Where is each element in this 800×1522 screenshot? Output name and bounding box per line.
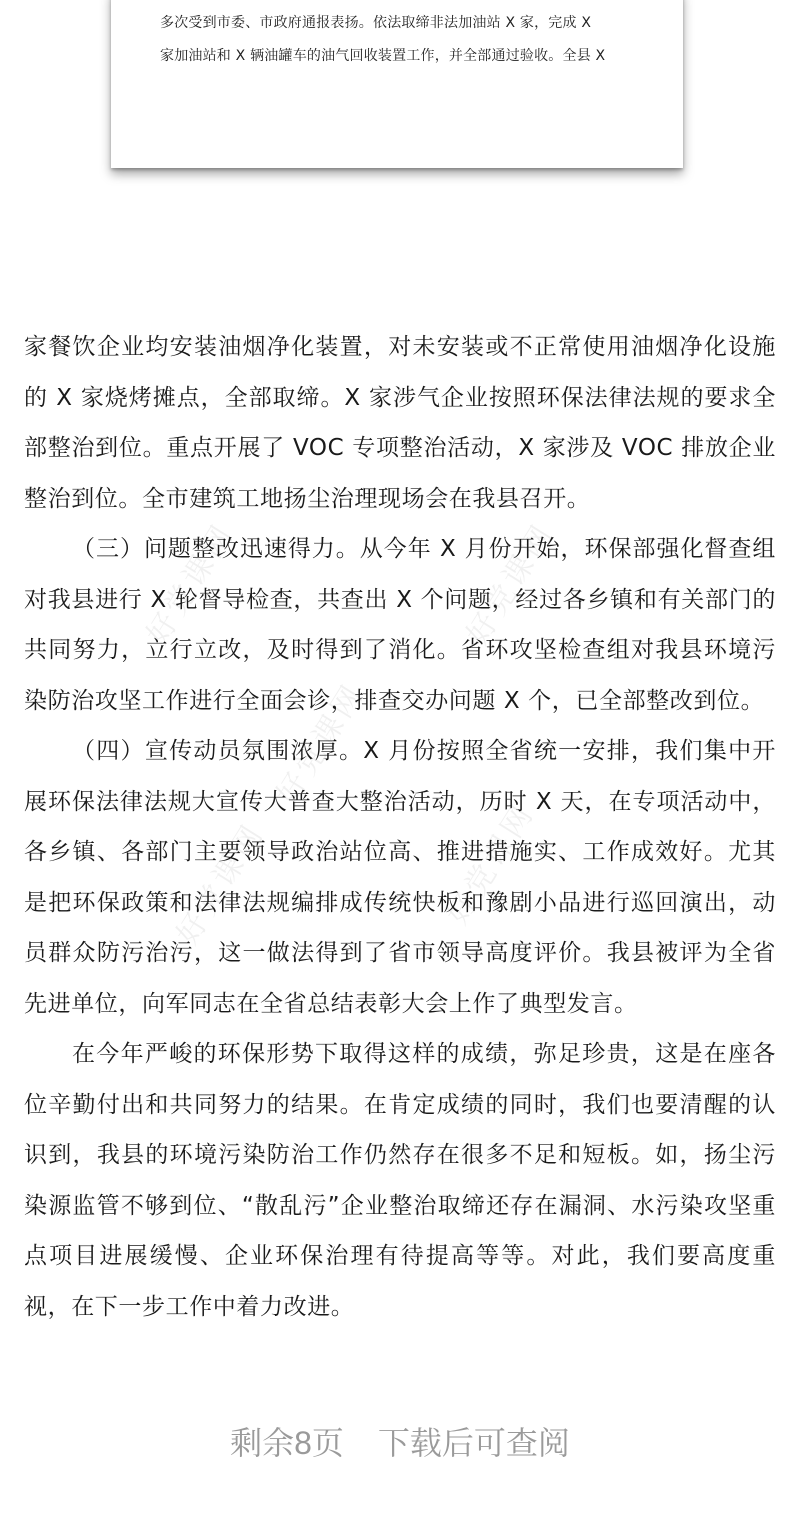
paragraph-section-three: （三）问题整改迅速得力。从今年 X 月份开始，环保部强化督查组对我县进行 X 轮督导检查，共查出 X 个问题，经过各乡镇和有关部门的共同努力，立行立改，及时得到了消化。省环攻坚检查组对我县环境污染防治攻坚工作进行全面会诊，排查交办问题 X 个，已全部整改到位。 bbox=[24, 536, 776, 714]
remaining-pages-banner[interactable] bbox=[0, 1418, 800, 1468]
watermark: 好党课网 bbox=[170, 816, 272, 951]
download-hint-label[interactable]: 下载后可查阅 bbox=[377, 1425, 570, 1461]
watermark: 好党课网 bbox=[440, 796, 542, 931]
paragraph-summary: 在今年严峻的环保形势下取得这样的成绩，弥足珍贵，这是在座各位辛勤付出和共同努力的结果。在肯定成绩的同时，我们也要清醒的认识到，我县的环境污染防治工作仍然存在很多不足和短板。如，扬尘污染源监管不够到位、“散乱污”企业整治取缔还存在漏洞、水污染攻坚重点项目进展缓慢、企业环保治理有待提高等等。对此，我们要高度重视，在下一步工作中着力改进。 bbox=[24, 1041, 776, 1320]
page-preview-card bbox=[111, 0, 683, 168]
paragraph: 家餐饮企业均安装油烟净化装置，对未安装或不正常使用油烟净化设施的 X 家烧烤摊点，全部取缔。X 家涉气企业按照环保法律法规的要求全部整治到位。重点开展了 VOC 专项整治活动，X 家涉及 VOC 排放企业整治到位。全市建筑工地扬尘治理现场会在我县召开。 bbox=[24, 334, 776, 512]
watermark: 好党课网 bbox=[460, 516, 562, 651]
watermark: 好党课网 bbox=[270, 676, 372, 811]
document-body bbox=[24, 322, 776, 1332]
preview-text-line: 多次受到市委、市政府通报表扬。依法取缔非法加油站 X 家，完成 X bbox=[160, 15, 592, 31]
paragraph-section-four: （四）宣传动员氛围浓厚。X 月份按照全省统一安排，我们集中开展环保法律法规大宣传大普查大整治活动，历时 X 天，在专项活动中，各乡镇、各部门主要领导政治站位高、推进措施实、工作成效好。尤其是把环保政策和法律法规编排成传统快板和豫剧小品进行巡回演出，动员群众防污治污，这一做法得到了省市领导高度评价。我县被评为全省先进单位，向军同志在全省总结表彰大会上作了典型发言。 bbox=[24, 738, 776, 1017]
remaining-pages-label: 剩余8页 bbox=[230, 1425, 344, 1461]
watermark: 好党课网 bbox=[140, 516, 242, 651]
preview-text-line: 家加油站和 X 辆油罐车的油气回收装置工作，并全部通过验收。全县 X bbox=[160, 48, 606, 64]
